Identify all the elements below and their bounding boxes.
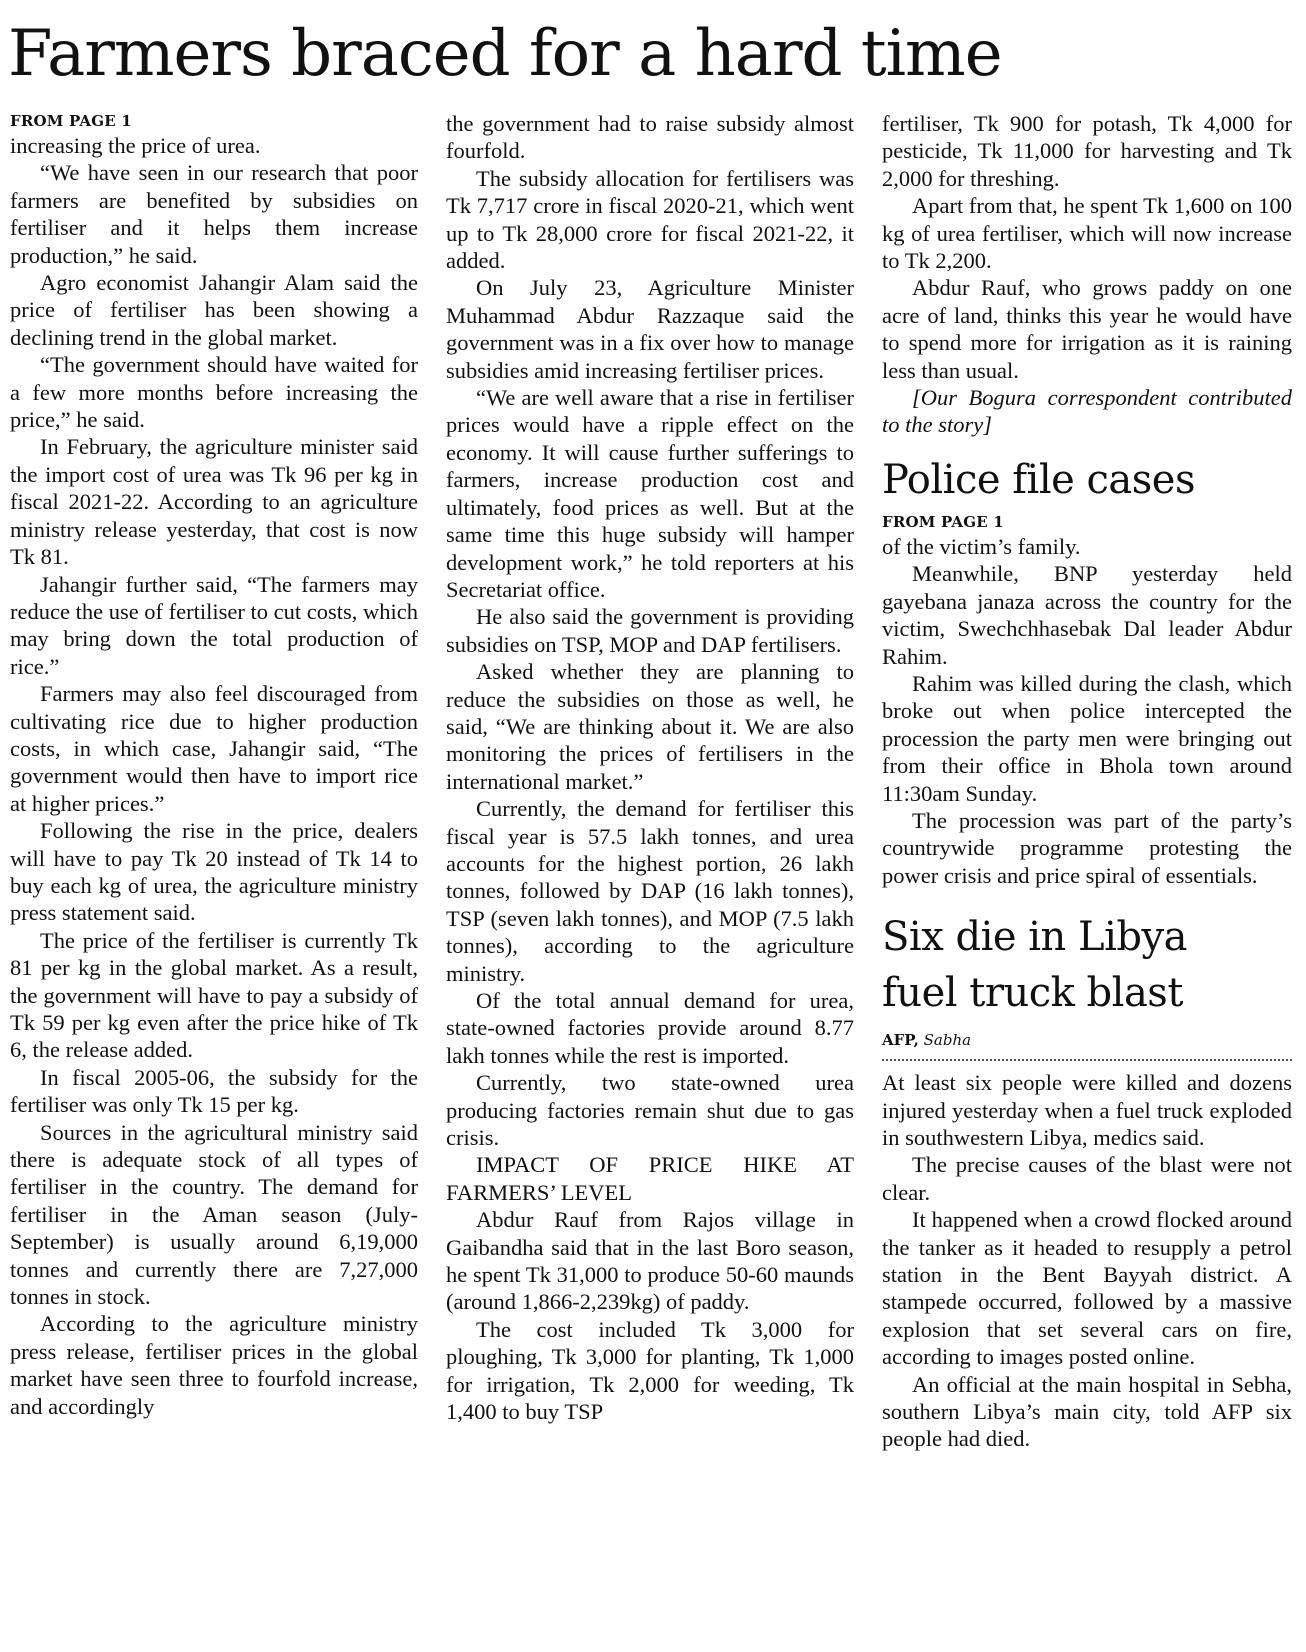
- paragraph: An official at the main hospital in Sebha, southern Libya’s main city, told AFP six people had died.: [882, 1371, 1292, 1452]
- paragraph: Agro economist Jahangir Alam said the price of fertiliser has been showing a declining trend in the global market.: [10, 270, 418, 350]
- paragraph: the government had to raise subsidy almost fourfold.: [446, 111, 854, 164]
- paragraph: Rahim was killed during the clash, which broke out when police intercepted the procession the party men were bringing out from their office in Bhola town around 11:30am Sunday.: [882, 670, 1292, 806]
- article-column-2: [446, 110, 854, 1426]
- paragraph: In fiscal 2005-06, the subsidy for the fertiliser was only Tk 15 per kg.: [10, 1064, 418, 1118]
- paragraph: Sources in the agricultural ministry said there is adequate stock of all types of fertiliser in the country. The demand for fertiliser in the Aman season (July-September) is usually around 6,19,000 tonnes and currently there are 7,27,000 tonnes in stock.: [10, 1119, 418, 1310]
- byline-agency: AFP,: [882, 1031, 919, 1050]
- paragraph: It happened when a crowd flocked around the tanker as it headed to resupply a petrol station in the Bent Bayyah district. A stampede occurred, followed by a massive explosion that set several cars on fire, according to images posted online.: [882, 1207, 1292, 1370]
- paragraph: Of the total annual demand for urea, state-owned factories provide around 8.77 lakh tonnes while the rest is imported.: [446, 988, 854, 1068]
- paragraph: “We are well aware that a rise in fertiliser prices would have a ripple effect on the economy. It will cause further sufferings to farmers, increase production cost and ultimately, food prices as well. But at the same time this huge subsidy will hamper development work,” he told reporters at his Secretariat office.: [446, 385, 854, 602]
- paragraph: He also said the government is providing subsidies on TSP, MOP and DAP fertilisers.: [446, 604, 854, 657]
- paragraph: At least six people were killed and dozens injured yesterday when a fuel truck exploded in southwestern Libya, medics said.: [882, 1070, 1292, 1150]
- paragraph: Currently, the demand for fertiliser this fiscal year is 57.5 lakh tonnes, and urea accounts for the highest portion, 26 lakh tonnes, followed by DAP (16 lakh tonnes), TSP (seven lakh tonnes), and MOP (7.5 lakh tonnes), according to the agriculture ministry.: [446, 796, 854, 986]
- paragraph: The price of the fertiliser is currently Tk 81 per kg in the global market. As a result, the government will have to pay a subsidy of Tk 59 per kg even after the price hike of Tk 6, the release added.: [10, 927, 418, 1063]
- article-column-1: [10, 110, 418, 1420]
- paragraph: Farmers may also feel discouraged from cultivating rice due to higher production costs, in which case, Jahangir said, “The government would then have to import rice at higher prices.”: [10, 681, 418, 816]
- paragraph: fertiliser, Tk 900 for potash, Tk 4,000 for pesticide, Tk 11,000 for harvesting and Tk 2,000 for threshing.: [882, 111, 1292, 191]
- article-column-3: [882, 110, 1292, 1453]
- paragraph: Abdur Rauf from Rajos village in Gaibandha said that in the last Boro season, he spent Tk 31,000 to produce 50-60 maunds (around 1,866-2,239kg) of paddy.: [446, 1207, 854, 1315]
- paragraph: of the victim’s family.: [882, 533, 1081, 559]
- libya-story-headline: [882, 909, 1292, 1021]
- paragraph: Apart from that, he spent Tk 1,600 on 100 kg of urea fertiliser, which will now increase to Tk 2,200.: [882, 193, 1292, 274]
- dateline: FROM PAGE 1: [10, 112, 132, 130]
- police-story-headline: Police file cases: [882, 456, 1196, 503]
- main-headline: Farmers braced for a hard time: [8, 17, 1002, 91]
- paragraph: The subsidy allocation for fertilisers was Tk 7,717 crore in fiscal 2020-21, which went up to Tk 28,000 crore for fiscal 2021-22, it added.: [446, 165, 854, 274]
- paragraph: “We have seen in our research that poor farmers are benefited by subsidies on fertiliser and it helps them increase production,” he said.: [10, 160, 418, 268]
- paragraph: Following the rise in the price, dealers will have to pay Tk 20 instead of Tk 14 to buy each kg of urea, the agriculture ministry press statement said.: [10, 818, 418, 926]
- paragraph: In February, the agriculture minister said the import cost of urea was Tk 96 per kg in fiscal 2021-22. According to an agriculture ministry release yesterday, that cost is now Tk 81.: [10, 434, 418, 570]
- paragraph: Meanwhile, BNP yesterday held gayebana janaza across the country for the victim, Swechchhasebak Dal leader Abdur Rahim.: [882, 561, 1292, 669]
- byline: [882, 1029, 1292, 1061]
- byline-place: Sabha: [923, 1031, 972, 1050]
- paragraph: The cost included Tk 3,000 for ploughing, Tk 3,000 for planting, Tk 1,000 for irrigation, Tk 2,000 for weeding, Tk 1,400 to buy TSP: [446, 1316, 854, 1425]
- contributor-credit: [Our Bogura correspondent contributed to the story]: [882, 385, 1292, 438]
- headline-line-2: fuel truck blast: [882, 970, 1183, 1017]
- paragraph: Currently, two state-owned urea producing factories remain shut due to gas crisis.: [446, 1070, 854, 1151]
- dateline: FROM PAGE 1: [882, 512, 1004, 531]
- paragraph: The procession was part of the party’s countrywide programme protesting the power crisis and price spiral of essentials.: [882, 807, 1292, 888]
- paragraph: According to the agriculture ministry press release, fertiliser prices in the global market have seen three to fourfold increase, and accordingly: [10, 1311, 418, 1419]
- headline-line-1: Six die in Libya: [882, 914, 1187, 961]
- paragraph: Abdur Rauf, who grows paddy on one acre of land, thinks this year he would have to spend more for irrigation as it is raining less than usual.: [882, 275, 1292, 383]
- paragraph: On July 23, Agriculture Minister Muhammad Abdur Razzaque said the government was in a fix over how to manage subsidies amid increasing fertiliser prices.: [446, 275, 854, 383]
- paragraph: Jahangir further said, “The farmers may reduce the use of fertiliser to cut costs, which may bring down the total production of rice.”: [10, 571, 418, 679]
- paragraph: Asked whether they are planning to reduce the subsidies on those as well, he said, “We are thinking about it. We are also monitoring the prices of fertilisers in the international market.”: [446, 659, 854, 794]
- subheading: IMPACT OF PRICE HIKE AT FARMERS’ LEVEL: [446, 1152, 854, 1205]
- paragraph: The precise causes of the blast were not clear.: [882, 1152, 1292, 1205]
- paragraph: “The government should have waited for a few more months before increasing the price,” he said.: [10, 352, 418, 433]
- paragraph: increasing the price of urea.: [10, 133, 261, 158]
